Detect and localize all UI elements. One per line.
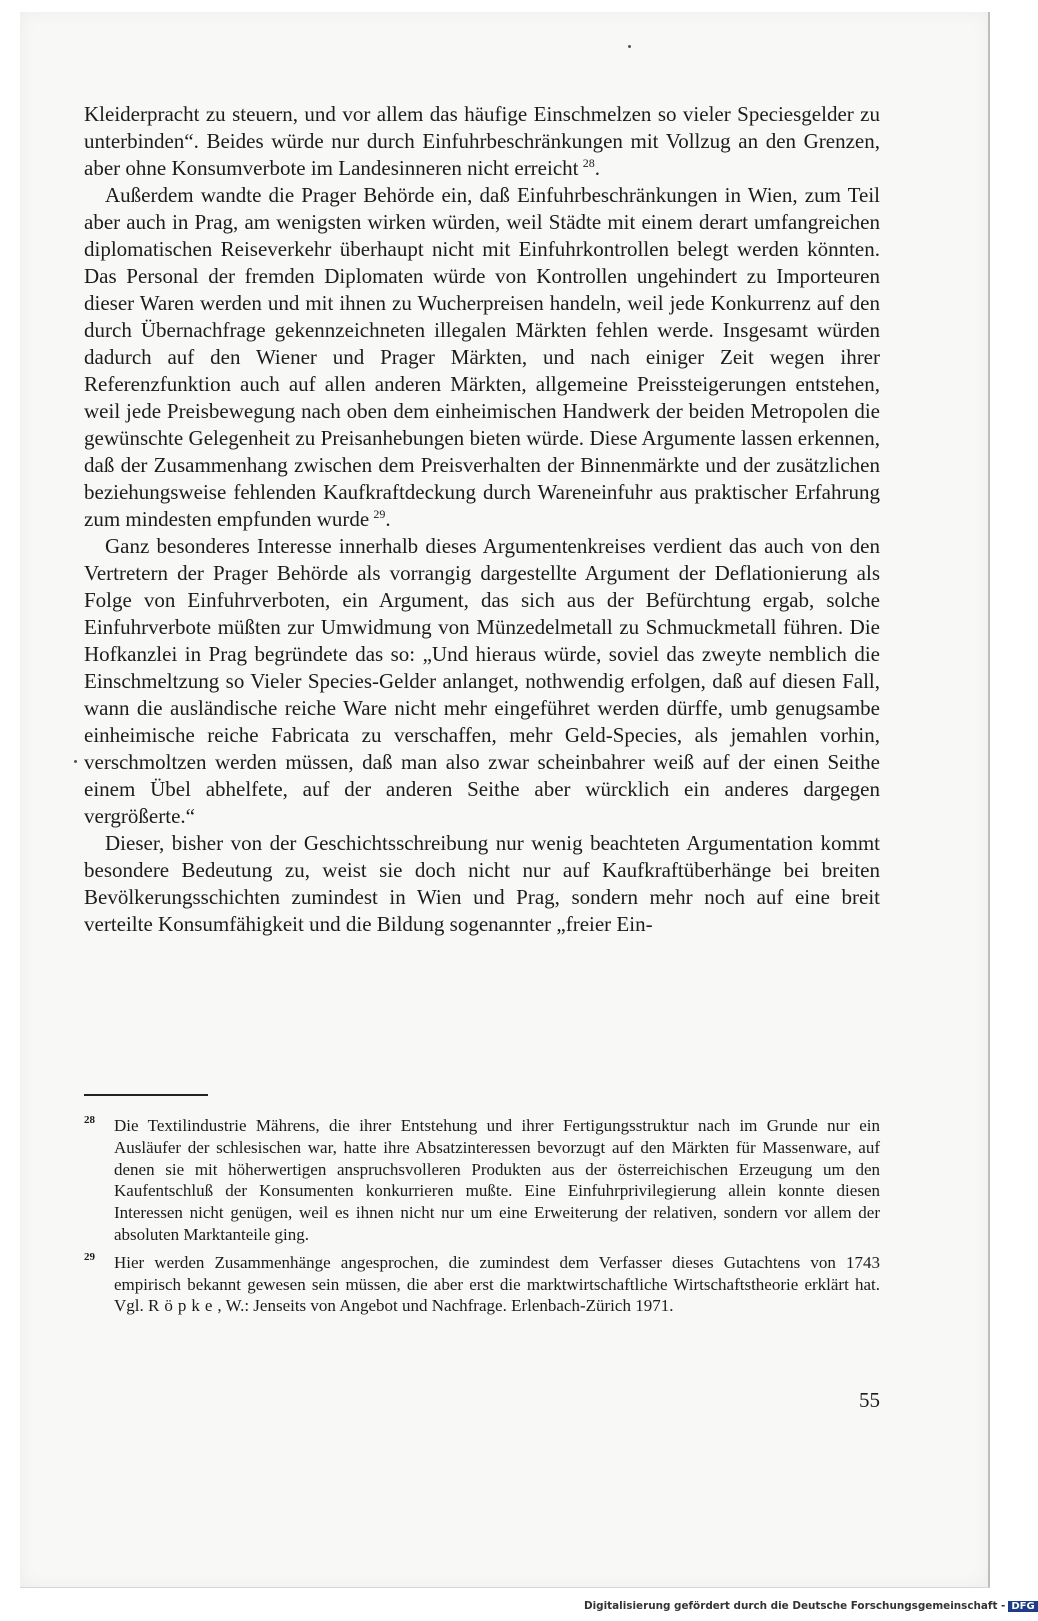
- paragraph-1: Kleiderpracht zu steuern, und vor allem das häufige Einschmelzen so vieler Speciesgelder zu unterbinden“. Beides würde nur durch Einfuhrbeschränkungen mit Vollzug an den Grenzen, aber ohne Konsumverbote im Landesinneren nicht erreicht $^{28}$.: [84, 102, 880, 180]
- page-number: 55: [859, 1388, 880, 1412]
- footnote-text-end: , W.: Jenseits von Angebot und Nachfrage. Erlenbach-Zürich 1971.: [217, 1296, 674, 1316]
- footnote-29: [84, 1252, 880, 1317]
- footer-text: Digitalisierung gefördert durch die Deutsche Forschungsgemeinschaft -: [584, 1600, 1006, 1612]
- footnote-number: 28: [84, 1114, 95, 1126]
- paragraph-4: Dieser, bisher von der Geschichtsschreibung nur wenig beachteten Argumentation kommt besondere Bedeutung zu, weist sie doch nicht nur auf Kaufkraftüberhänge bei breiten Bevölkerungsschichten zumindest in Wien und Prag, sondern mehr noch auf eine breit verteilte Konsumfähigkeit und die Bildung sogenannter „freier Ein-: [84, 831, 880, 936]
- footnote-text: Die Textilindustrie Mährens, die ihrer Entstehung und ihrer Fertigungsstruktur nach im Grunde nur ein Ausläufer der schlesischen war, hatte ihre Absatzinteressen bevorzugt auf den Märkten für Massenware, auf denen sie mit höherwertigen anspruchsvolleren Produkten aus der österreichischen Erzeugung um den Kaufentschluß der Konsumenten konkurrieren mußte. Eine Einfuhrprivilegierung allein konnte diesen Interessen nicht genügen, weil es ihnen nicht nur um eine Erweiterung der relativen, sondern vor allem der absoluten Marktanteile ging.: [114, 1116, 880, 1244]
- scan-speck: [628, 45, 631, 48]
- footnote-divider: [84, 1094, 208, 1096]
- footnote-28: [84, 1115, 880, 1246]
- footnote-number: 29: [84, 1250, 95, 1263]
- footnote-text: Hier werden Zusammenhänge angesprochen, die zumindest dem Verfasser dieses Gutachtens von 1743 empirisch bekannt gewesen sein müssen, die aber erst die marktwirtschaftliche Wirtschaftstheorie erklärt hat. Vgl.: [114, 1252, 880, 1316]
- scan-speck: [74, 760, 77, 763]
- dfg-logo: DFG: [1008, 1601, 1037, 1612]
- digitization-footer: [584, 1600, 1038, 1612]
- paragraph-2: Außerdem wandte die Prager Behörde ein, daß Einfuhrbeschränkungen in Wien, zum Teil aber auch in Prag, am wenigsten wirken würden, weil Städte mit einem derart umfangreichen diplomatischen Reiseverkehr überhaupt nicht mit Einfuhrkontrollen belegt werden könnten. Das Personal der fremden Diplomaten würde von Kontrollen ungehindert zu Importeuren dieser Waren werden und mit ihnen zu Wucherpreisen handeln, weil jede Konkurrenz auf den durch Übernachfrage gekennzeichneten illegalen Märkten fehlen werde. Insgesamt würden dadurch auf den Wiener und Prager Märkten, und nach einiger Zeit wegen ihrer Referenzfunktion auch auf allen anderen Märkten, allgemeine Preissteigerungen entstehen, weil jede Preisbewegung nach oben dem einheimischen Handwerk der beiden Metropolen die gewünschte Gelegenheit zu Preisanhebungen bieten würde. Diese Argumente lassen erkennen, daß der Zusammenhang zwischen dem Preisverhalten der Binnenmärkte und der zusätzlichen beziehungsweise fehlenden Kaufkraftdeckung durch Wareneinfuhr aus praktischer Erfahrung zum mindesten empfunden wurde $^{29}$.: [84, 183, 880, 531]
- footnote-ref-28[interactable]: 28: [582, 156, 595, 170]
- footnotes: [84, 1115, 880, 1317]
- author-name: Röpke: [148, 1296, 218, 1316]
- paragraph-3: Ganz besonderes Interesse innerhalb dieses Argumentenkreises verdient das auch von den Vertretern der Prager Behörde als vorrangig dargestellte Argument der Deflationierung als Folge von Einfuhrverboten, ein Argument, das sich aus der Befürchtung ergab, solche Einfuhrverbote müßten zur Umwidmung von Münzedelmetall zu Schmuckmetall führen. Die Hofkanzlei in Prag begründete das so: „Und hieraus würde, soviel das zweyte nemblich die Einschmeltzung so Vieler Species-Gelder anlanget, nothwendig erfolgen, daß auf diesen Fall, wann die ausländische reiche Ware nicht mehr eingeführet werden dürffe, umb genugsambe einheimische reiche Fabricata zu verschaffen, mehr Geld-Species, als jemahlen vorhin, verschmoltzen werden müssen, daß man also zwar scheinbahrer weiß auf der einen Seithe einem Übel abhelfete, auf der anderen Seithe aber würcklich ein anderes dargegen vergrößerte.“: [84, 534, 880, 828]
- footnote-ref-29[interactable]: 29: [373, 507, 386, 521]
- body-text: [84, 101, 880, 938]
